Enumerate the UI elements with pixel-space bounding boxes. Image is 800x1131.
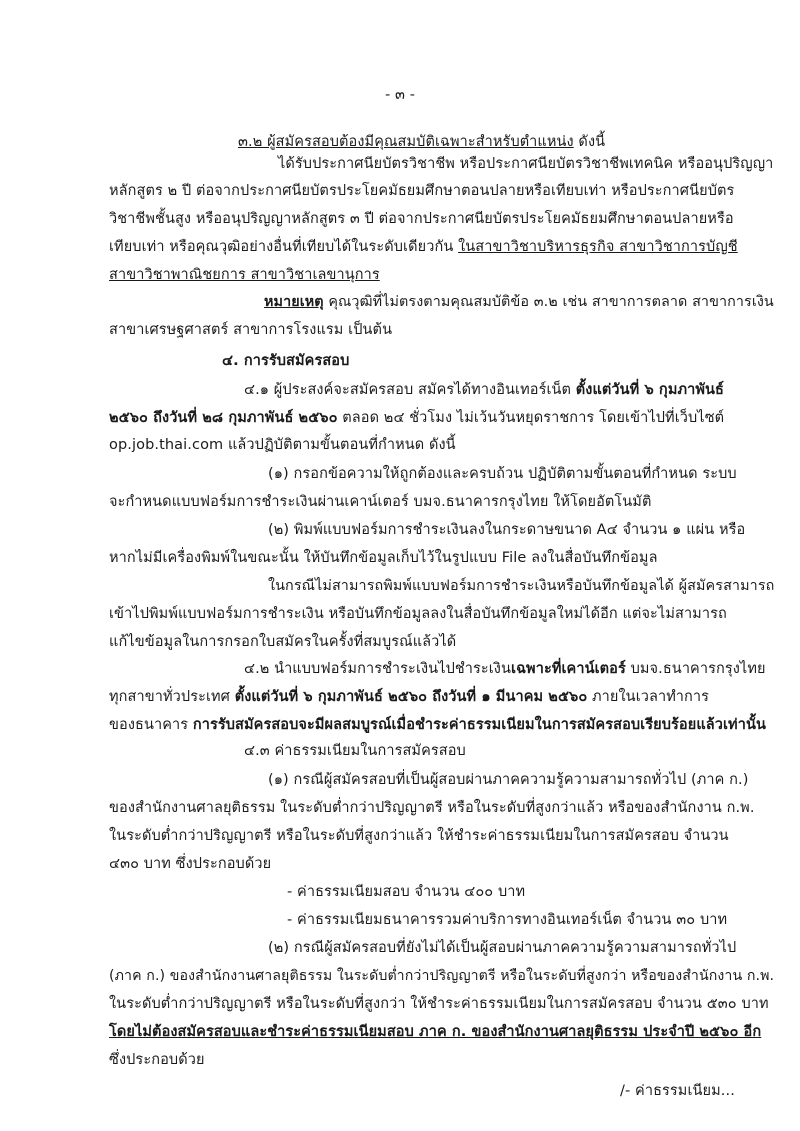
text-line: (๒) กรณีผู้สมัครสอบที่ยังไม่ได้เป็นผู้สอบผ่านภาคความรู้ความสามารถทั่วไป xyxy=(268,940,737,956)
continuation-marker: /- ค่าธรรมเนียม... xyxy=(620,1083,735,1099)
text-span-underlined: ในสาขาวิชาบริหารธุรกิจ สาขาวิชาการบัญชี xyxy=(458,239,738,255)
text-line-bold-underlined: โดยไม่ต้องสมัครสอบและชำระค่าธรรมเนียมสอบ ภาค ก. ของสำนักงานศาลยุติธรรม ประจำปี ๒๕๖๐ อีก xyxy=(109,1024,762,1040)
text-line: (ภาค ก.) ของสำนักงานศาลยุติธรรม ในระดับต่ำกว่าปริญญาตรี หรือในระดับที่สูงกว่า หรือของสำนักงาน ก.พ. xyxy=(109,968,775,984)
text-line xyxy=(109,409,724,427)
text-line xyxy=(109,716,766,734)
text-line: ของสำนักงานศาลยุติธรรม ในระดับต่ำกว่าปริญญาตรี หรือในระดับที่สูงกว่าแล้ว หรือของสำนักงาน ก.พ. xyxy=(109,800,755,816)
text-line: ในระดับต่ำกว่าปริญญาตรี หรือในระดับที่สูงกว่าแล้ว ให้ชำระค่าธรรมเนียมในการสมัครสอบ จำนวน xyxy=(109,828,729,844)
text-line: op.job.thai.com แล้วปฏิบัติตามขั้นตอนที่กำหนด ดังนี้ xyxy=(109,437,456,453)
note-label: หมายเหตุ xyxy=(264,294,324,310)
text-line-underlined: สาขาวิชาพาณิชยการ สาขาวิชาเลขานุการ xyxy=(109,267,380,283)
text-span: บมจ.ธนาคารกรุงไทย xyxy=(625,661,766,677)
section-3-2-heading-underlined: ๓.๒ ผู้สมัครสอบต้องมีคุณสมบัติเฉพาะสำหรับตำแหน่ง xyxy=(238,134,574,150)
bullet-line: - ค่าธรรมเนียมสอบ จำนวน ๔๐๐ บาท xyxy=(287,884,526,900)
note-line xyxy=(264,293,774,311)
text-line: ๔.๓ ค่าธรรมเนียมในการสมัครสอบ xyxy=(244,743,466,759)
text-span-bold: ๒๕๖๐ ถึงวันที่ ๒๘ กุมภาพันธ์ ๒๕๖๐ xyxy=(109,410,338,426)
text-span-bold: ตั้งแต่วันที่ ๖ กุมภาพันธ์ xyxy=(575,382,724,398)
text-line: (๑) กรอกข้อความให้ถูกต้องและครบถ้วน ปฏิบัติตามขั้นตอนที่กำหนด ระบบ xyxy=(268,466,737,482)
text-span: ๔.๑ ผู้ประสงค์จะสมัครสอบ สมัครได้ทางอินเทอร์เน็ต xyxy=(244,382,576,398)
text-span: ภายในเวลาทำการ xyxy=(587,689,710,705)
text-line xyxy=(109,238,738,256)
text-line xyxy=(244,660,766,678)
text-line: ในกรณีไม่สามารถพิมพ์แบบฟอร์มการชำระเงินหรือบันทึกข้อมูลได้ ผู้สมัครสามารถ xyxy=(268,578,775,594)
text-line: ๔๓๐ บาท ซึ่งประกอบด้วย xyxy=(109,856,272,872)
text-line xyxy=(109,688,709,706)
text-line: หากไม่มีเครื่องพิมพ์ในขณะนั้น ให้บันทึกข้อมูลเก็บไว้ในรูปแบบ File ลงในสื่อบันทึกข้อมูล xyxy=(109,550,658,566)
text-span: ๔.๒ นำแบบฟอร์มการชำระเงินไปชำระเงิน xyxy=(244,661,512,677)
page-number: - ๓ - xyxy=(385,87,416,103)
text-line: วิชาชีพชั้นสูง หรืออนุปริญญาหลักสูตร ๓ ปี ต่อจากประกาศนียบัตรประโยคมัธยมศึกษาตอนปลายหรือ xyxy=(109,211,734,227)
text-line: ในระดับต่ำกว่าปริญญาตรี หรือในระดับที่สูงกว่า ให้ชำระค่าธรรมเนียมในการสมัครสอบ จำนวน ๕๓๐ บาท xyxy=(109,996,769,1012)
section-4-heading: ๔. การรับสมัครสอบ xyxy=(222,353,350,369)
text-span: เทียบเท่า หรือคุณวุฒิอย่างอื่นที่เทียบได้ในระดับเดียวกัน xyxy=(109,239,459,255)
text-line: (๑) กรณีผู้สมัครสอบที่เป็นผู้สอบผ่านภาคความรู้ความสามารถทั่วไป (ภาค ก.) xyxy=(268,772,749,788)
text-line: เข้าไปพิมพ์แบบฟอร์มการชำระเงิน หรือบันทึกข้อมูลลงในสื่อบันทึกข้อมูลใหม่ได้อีก แต่จะไม่สามารถ xyxy=(109,606,727,622)
text-line xyxy=(244,381,724,399)
text-line: สาขาเศรษฐศาสตร์ สาขาการโรงแรม เป็นต้น xyxy=(109,322,393,338)
text-span-bold: การรับสมัครสอบจะมีผลสมบูรณ์เมื่อชำระค่าธรรมเนียมในการสมัครสอบเรียบร้อยแล้วเท่านั้น xyxy=(192,717,766,733)
text-span-bold: ตั้งแต่วันที่ ๖ กุมภาพันธ์ ๒๕๖๐ ถึงวันที่ ๑ มีนาคม ๒๕๖๐ xyxy=(234,689,588,705)
section-3-2-heading xyxy=(238,133,605,151)
text-span: ทุกสาขาทั่วประเทศ xyxy=(109,689,235,705)
text-line: หลักสูตร ๒ ปี ต่อจากประกาศนียบัตรประโยคมัธยมศึกษาตอนปลายหรือเทียบเท่า หรือประกาศนียบัตร xyxy=(109,183,735,199)
text-span-bold: เฉพาะที่เคาน์เตอร์ xyxy=(511,661,626,677)
text-line: จะกำหนดแบบฟอร์มการชำระเงินผ่านเคาน์เตอร์ บมจ.ธนาคารกรุงไทย ให้โดยอัตโนมัติ xyxy=(109,494,652,510)
text-line: ซึ่งประกอบด้วย xyxy=(109,1052,205,1068)
text-line: (๒) พิมพ์แบบฟอร์มการชำระเงินลงในกระดาษขนาด A๔ จำนวน ๑ แผ่น หรือ xyxy=(268,522,746,538)
text-line: แก้ไขข้อมูลในการกรอกใบสมัครในครั้งที่สมบูรณ์แล้วได้ xyxy=(109,634,457,650)
section-3-2-heading-suffix: ดังนี้ xyxy=(573,134,606,150)
text-span: ของธนาคาร xyxy=(109,717,193,733)
text-span: ตลอด ๒๔ ชั่วโมง ไม่เว้นวันหยุดราชการ โดยเข้าไปที่เว็บไซต์ xyxy=(337,410,725,426)
text-line: ได้รับประกาศนียบัตรวิชาชีพ หรือประกาศนียบัตรวิชาชีพเทคนิค หรืออนุปริญญา xyxy=(278,156,774,172)
bullet-line: - ค่าธรรมเนียมธนาคารรวมค่าบริการทางอินเทอร์เน็ต จำนวน ๓๐ บาท xyxy=(287,912,728,928)
note-text: คุณวุฒิที่ไม่ตรงตามคุณสมบัติข้อ ๓.๒ เช่น สาขาการตลาด สาขาการเงิน xyxy=(323,294,774,310)
